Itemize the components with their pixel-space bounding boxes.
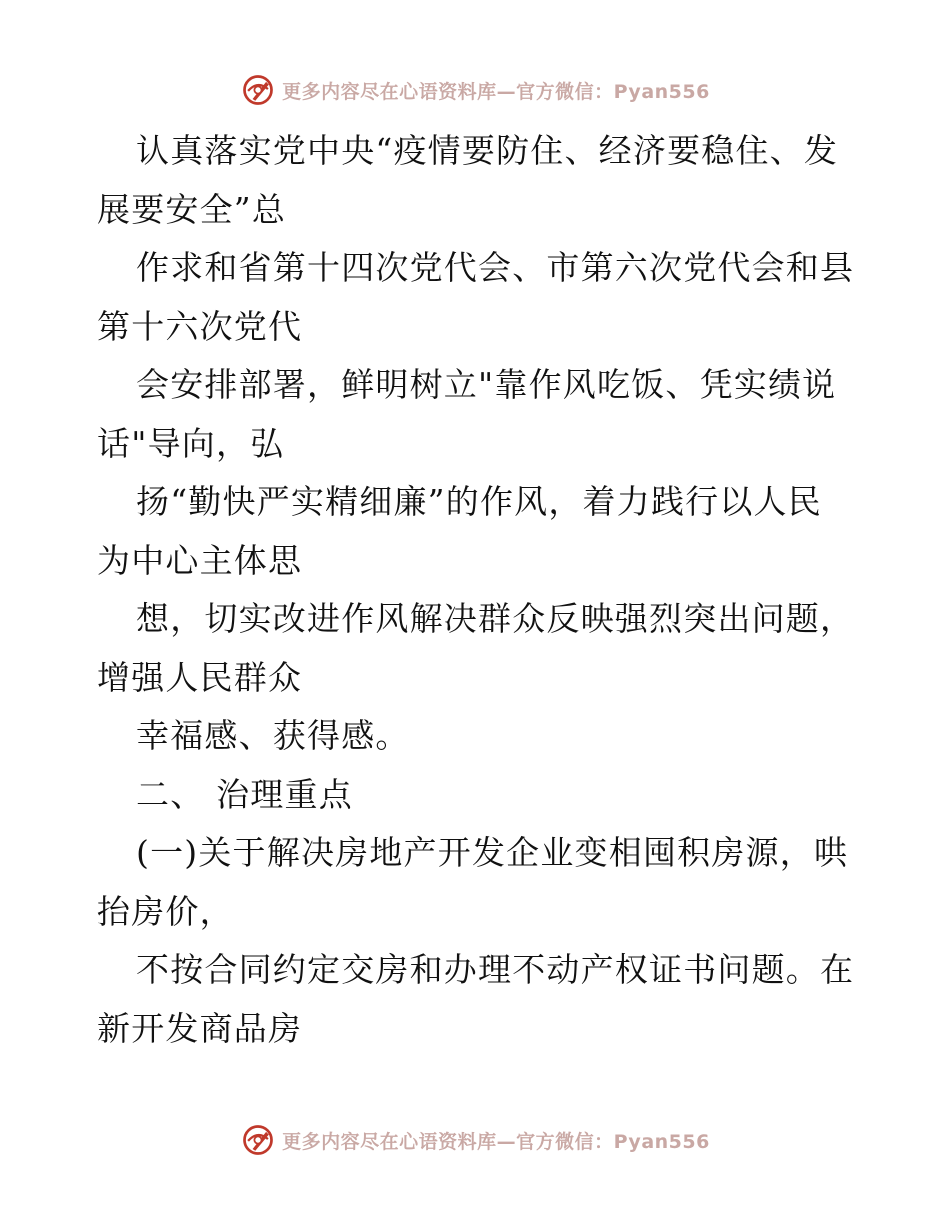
document-line: 幸福感、获得感。 <box>136 716 410 755</box>
header-watermark <box>0 70 950 110</box>
watermark-text: 更多内容尽在心语资料库—官方微信：Pyan556 <box>282 80 710 103</box>
watermark-text: 更多内容尽在心语资料库—官方微信：Pyan556 <box>282 1130 710 1153</box>
document-line: 二、 治理重点 <box>136 774 353 814</box>
footer-watermark <box>0 1120 950 1160</box>
document-line: 想，切实改进作风解决群众反映强烈突出问题， <box>136 599 855 638</box>
document-line: 第十六次党代 <box>97 306 303 346</box>
document-line: 新开发商品房 <box>97 1008 303 1048</box>
document-line: 会安排部署，鲜明树立"靠作风吃饭、凭实绩说 <box>136 365 837 404</box>
document-line: 认真落实党中央“疫情要防住、经济要稳住、发 <box>136 131 839 170</box>
document-line: 扬“勤快严实精细廉”的作风，着力践行以人民 <box>136 482 822 521</box>
document-line: 不按合同约定交房和办理不动产权证书问题。在 <box>136 950 855 989</box>
document-line: 作求和省第十四次党代会、市第六次党代会和县 <box>136 248 855 287</box>
document-line: 话"导向，弘 <box>97 423 285 463</box>
document-line: (一)关于解决房地产开发企业变相囤积房源，哄 <box>136 833 849 872</box>
document-line: 为中心主体思 <box>97 540 303 580</box>
brand-logo-icon <box>240 72 276 108</box>
document-line: 展要安全”总 <box>97 189 287 229</box>
document-line: 增强人民群众 <box>97 657 303 697</box>
brand-logo-icon <box>240 1122 276 1158</box>
document-line: 抬房价， <box>97 891 234 931</box>
document-body <box>97 122 857 1058</box>
